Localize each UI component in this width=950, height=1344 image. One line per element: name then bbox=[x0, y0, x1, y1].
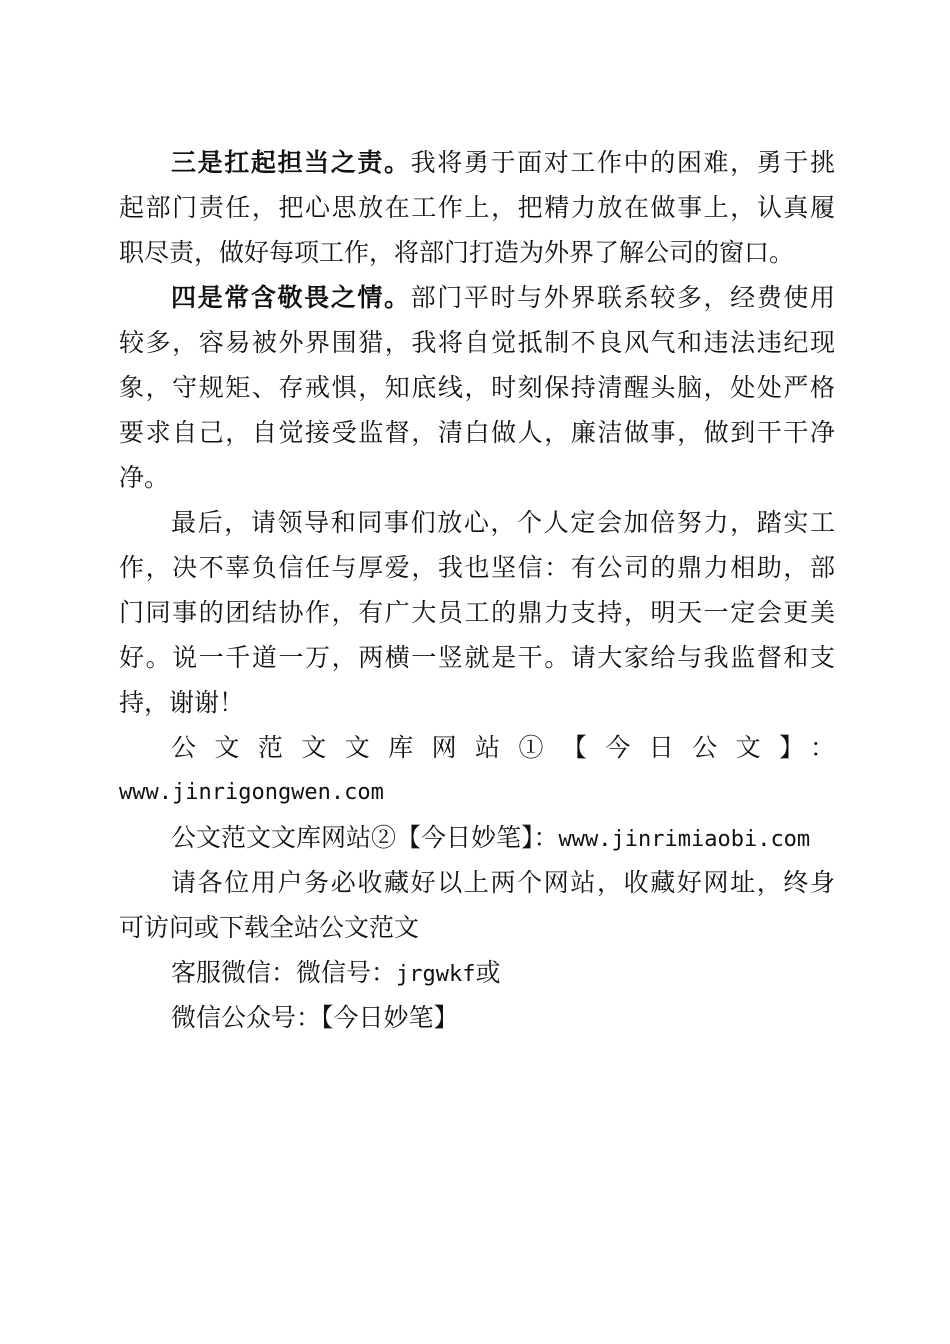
wechat-label: 客服微信：微信号： bbox=[171, 958, 397, 987]
para-2-line-3: 象，守规矩、存戒惧，知底线，时刻保持清醒头脑，处处严格 bbox=[119, 373, 835, 402]
site-2-label: 公文范文文库网站②【今日妙笔】： bbox=[171, 823, 559, 852]
notice-line-2: 可访问或下载全站公文范文 bbox=[119, 913, 420, 942]
wechat-id: jrgwkf bbox=[396, 962, 476, 987]
site-2-url[interactable]: www.jinrimiaobi.com bbox=[558, 827, 811, 852]
para-2-line-1 bbox=[119, 275, 835, 320]
site-1-label: 公文范文文库网站①【今日公文】： bbox=[171, 733, 835, 762]
para-3-line-5: 持，谢谢！ bbox=[119, 688, 245, 717]
para-2-text: 部门平时与外界联系较多，经费使用 bbox=[410, 283, 835, 312]
site-2-line bbox=[119, 815, 835, 860]
para-3-line-1: 最后，请领导和同事们放心，个人定会加倍努力，踏实工 bbox=[171, 508, 835, 537]
wechat-suffix: 或 bbox=[475, 958, 501, 987]
wechat-line bbox=[119, 950, 835, 995]
para-2-heading: 四是常含敬畏之情。 bbox=[171, 283, 411, 312]
para-1-line-2: 起部门责任，把心思放在工作上，把精力放在做事上，认真履 bbox=[119, 193, 835, 222]
para-2-line-4: 要求自己，自觉接受监督，清白做人，廉洁做事，做到干干净 bbox=[119, 418, 835, 447]
para-1-line-1 bbox=[119, 140, 835, 185]
para-1-line-3: 职尽责，做好每项工作，将部门打造为外界了解公司的窗口。 bbox=[119, 238, 795, 267]
site-1-url[interactable]: www.jinrigongwen.com bbox=[119, 780, 384, 805]
notice-line-1: 请各位用户务必收藏好以上两个网站，收藏好网址，终身 bbox=[171, 868, 835, 897]
para-1-text: 我将勇于面对工作中的困难，勇于挑 bbox=[410, 148, 835, 177]
para-3-line-4: 好。说一千道一万，两横一竖就是干。请大家给与我监督和支 bbox=[119, 643, 835, 672]
para-1-heading: 三是扛起担当之责。 bbox=[171, 148, 411, 177]
para-2-line-2: 较多，容易被外界围猎，我将自觉抵制不良风气和违法违纪现 bbox=[119, 328, 835, 357]
para-3-line-3: 门同事的团结协作，有广大员工的鼎力支持，明天一定会更美 bbox=[119, 598, 835, 627]
para-3-line-2: 作，决不辜负信任与厚爱，我也坚信：有公司的鼎力相助，部 bbox=[119, 553, 835, 582]
document-body bbox=[119, 140, 835, 1040]
para-2-line-5: 净。 bbox=[119, 463, 170, 492]
official-account-line: 微信公众号：【今日妙笔】 bbox=[171, 1003, 459, 1032]
